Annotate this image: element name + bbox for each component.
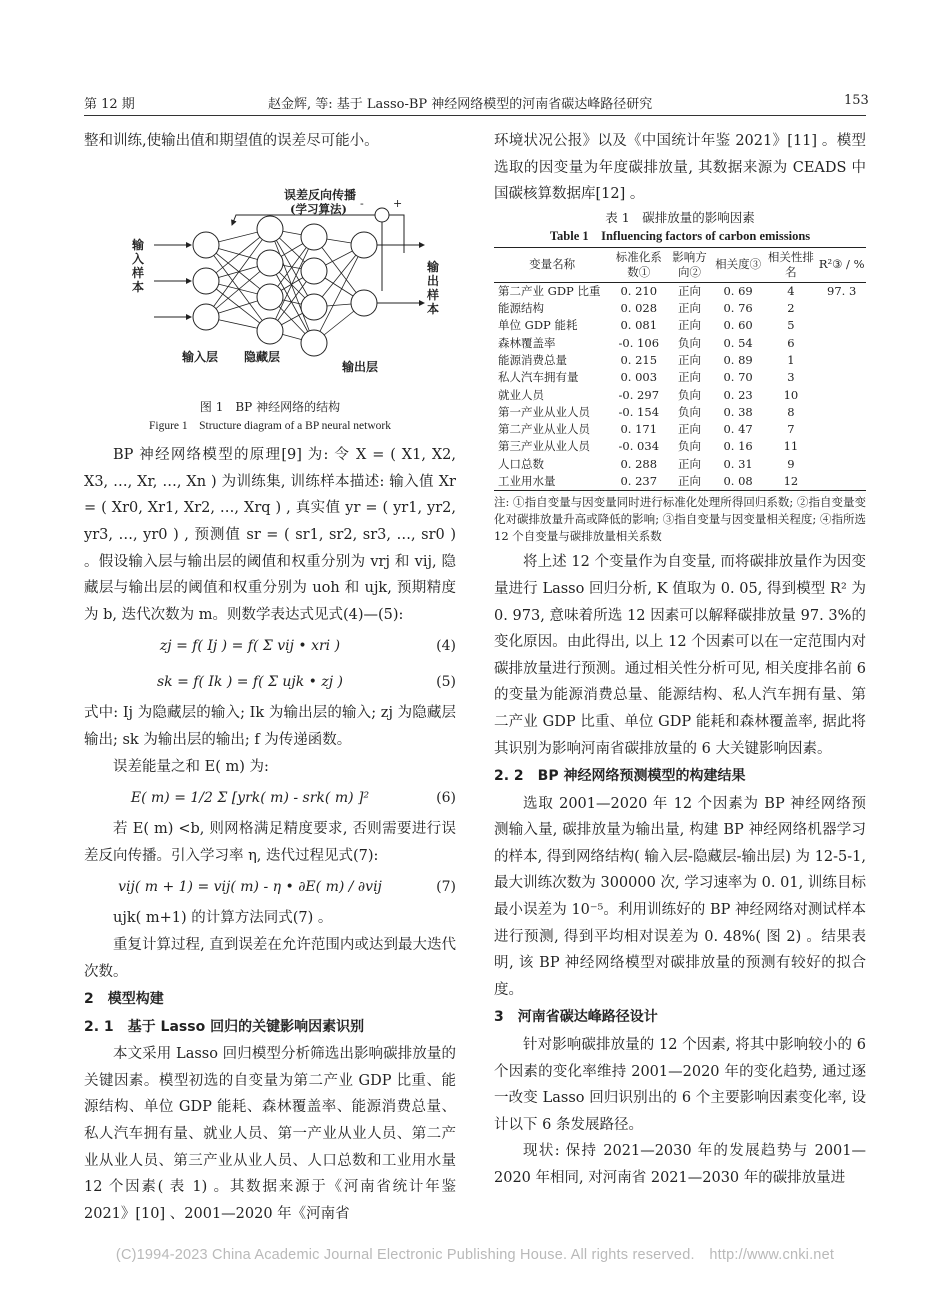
table-cell: 0. 215: [620, 352, 658, 367]
table-cell: 8: [787, 404, 795, 419]
table-row: [494, 352, 866, 369]
page-number: 153: [844, 93, 869, 108]
table-header-row: [494, 247, 866, 282]
paragraph: 整和训练,使输出值和期望值的误差尽可能小。: [84, 133, 379, 149]
table-cell: [817, 300, 866, 317]
table-cell: [817, 369, 866, 386]
table-cell: [817, 335, 866, 352]
table-cell: 9: [787, 456, 795, 471]
table-cell: 正向: [678, 370, 701, 385]
paragraph: 式中: Ij 为隐藏层的输入; Ik 为输出层的输入; zj 为隐藏层输出; sk 为输出层的输出; f 为传递函数。: [84, 705, 456, 748]
table-cell: 0. 47: [723, 422, 753, 437]
table-cell: 私人汽车拥有量: [498, 370, 579, 385]
table-cell: 10: [783, 387, 799, 402]
section-heading-2-1: 2. 1 基于 Lasso 回归的关键影响因素识别: [84, 1018, 365, 1035]
output-node: [351, 290, 377, 316]
equation-body: vij( m + 1) = vij( m) - η • ∂E( m) / ∂vij: [118, 879, 382, 896]
equation-7: [84, 869, 456, 905]
table-cell: 7: [787, 422, 795, 437]
table-cell: 0. 70: [723, 370, 753, 385]
equation-4: [84, 628, 456, 664]
table-cell: [817, 387, 866, 404]
table-cell: 正向: [678, 422, 701, 437]
table-cell: 就业人员: [498, 387, 544, 402]
table-cell: -0. 034: [618, 439, 660, 454]
column-header: 变量名称: [529, 257, 576, 272]
input-node: [193, 268, 219, 294]
table-cell: 0. 171: [620, 422, 658, 437]
table-cell: 正向: [678, 301, 701, 316]
table-cell: 0. 003: [620, 370, 658, 385]
table-cell: 6: [787, 335, 795, 350]
hidden-node: [301, 294, 327, 320]
column-header: 相关性排名: [767, 249, 814, 279]
hidden-node: [257, 318, 283, 344]
right-column: [494, 128, 866, 1192]
paragraph: 现状: 保持 2021—2030 年的发展趋势与 2001—2020 年相同, 对河南省 2021—2030 年的碳排放量进: [494, 1143, 866, 1186]
table-cell: [817, 352, 866, 369]
header-rule: [84, 115, 866, 116]
backprop-label: 误差反向传播: [284, 187, 357, 202]
input-node: [193, 304, 219, 330]
paragraph: 若 E( m) <b, 则网格满足精度要求, 否则需要进行误差反向传播。引入学习率 η, 迭代过程见式(7):: [84, 821, 456, 864]
table-cell: 5: [787, 318, 795, 333]
table-row: [494, 421, 866, 438]
table-cell: 0. 210: [620, 283, 658, 298]
table-cell: 0. 69: [723, 283, 753, 298]
table-cell: 0. 54: [723, 335, 753, 350]
output-node: [351, 232, 377, 258]
paragraph: 误差能量之和 E( m) 为:: [113, 758, 269, 775]
table-cell: 1: [787, 352, 795, 367]
hidden-layer-label: 隐藏层: [244, 349, 281, 364]
sum-junction-icon: [375, 208, 389, 222]
section-heading-2: 2 模型构建: [84, 991, 164, 1008]
hidden-node: [257, 250, 283, 276]
table-cell: 正向: [678, 474, 701, 489]
table-cell: [817, 438, 866, 455]
column-header: 相关度③: [715, 257, 762, 272]
table-cell: 能源结构: [498, 301, 544, 316]
table-cell: [817, 317, 866, 334]
table-cell: 0. 89: [723, 352, 753, 367]
table-cell: [817, 456, 866, 473]
table-cell: -0. 106: [618, 335, 660, 350]
table-cell: 正向: [678, 318, 701, 333]
paragraph: 环境状况公报》以及《中国统计年鉴 2021》[11] 。模型选取的因变量为年度碳排放量, 其数据来源为 CEADS 中国碳核算数据库[12] 。: [494, 133, 866, 203]
table-cell: 2: [787, 301, 795, 316]
output-sample-label: 输出样本: [427, 259, 440, 316]
table-cell: 0. 16: [723, 439, 753, 454]
equation-number: (5): [436, 674, 456, 691]
table-caption-en: Table 1 Influencing factors of carbon emissions: [549, 228, 811, 243]
table-row: [494, 473, 866, 491]
input-node: [193, 232, 219, 258]
copyright-footer: (C)1994-2023 China Academic Journal Electronic Publishing House. All rights reserved. http://www.cnki.net: [115, 1247, 835, 1263]
table-cell: 第二产业 GDP 比重: [498, 283, 601, 298]
column-header: R²③ / %: [818, 257, 865, 272]
table-cell: 97. 3: [827, 283, 857, 298]
table-row: [494, 404, 866, 421]
input-sample-label: 输入样本: [132, 237, 145, 294]
paragraph: 重复计算过程, 直到误差在允许范围内或达到最大迭代次数。: [84, 936, 456, 980]
table-cell: -0. 154: [618, 404, 660, 419]
table-cell: [817, 473, 866, 491]
equation-5: [84, 664, 456, 700]
table-cell: 0. 288: [620, 456, 658, 471]
table-cell: [817, 404, 866, 421]
table-cell: 第二产业从业人员: [498, 422, 590, 437]
table-cell: 3: [787, 370, 795, 385]
column-header: 影响方向②: [672, 249, 707, 279]
equation-6: [84, 780, 456, 816]
table-note: 注: ①指自变量与因变量同时进行标准化处理所得回归系数; ②指自变量变化对碳排放量升高或降低的影响; ③指自变量与因变量相关程度; ④指所选 12 个自变量与碳排放量相关系数: [494, 495, 866, 544]
table-cell: 第三产业从业人员: [498, 439, 590, 454]
equation-number: (7): [436, 879, 456, 896]
table-row: [494, 456, 866, 473]
table-cell: 负向: [678, 404, 701, 419]
section-heading-2-2: 2. 2 BP 神经网络预测模型的构建结果: [494, 768, 746, 785]
figure-caption-en: Figure 1 Structure diagram of a BP neural network: [149, 420, 391, 433]
input-layer-label: 输入层: [182, 349, 219, 364]
table-cell: 正向: [678, 283, 701, 298]
table-cell: 人口总数: [498, 456, 544, 471]
table-cell: 正向: [678, 352, 701, 367]
equation-body: sk = f( Ik ) = f( Σ ujk • zj ): [156, 674, 344, 691]
table-cell: 森林覆盖率: [498, 335, 556, 350]
table-cell: 4: [787, 283, 795, 298]
paragraph: 选取 2001—2020 年 12 个因素为 BP 神经网络预测输入量, 碳排放量为输出量, 构建 BP 神经网络机器学习的样本, 得到网络结构( 输入层-隐藏层-输出层) 为 12-5-1, 最大训练次数为 300000 次, 学习速率为 0. 01, 训练目标最小误差为 10⁻⁵。利用训练好的 BP 神经网络对测试样本进行预测, 得到平均相对误差为 0. 48%( 图 2) 。结果表明, 该 BP 神经网络模型对碳排放量的预测有较好的拟合度。: [494, 795, 866, 998]
feedback-line: [389, 215, 404, 253]
equation-body: E( m) = 1/2 Σ [yrk( m) - srk( m) ]²: [130, 789, 370, 806]
table-row: [494, 369, 866, 386]
table-cell: -0. 297: [618, 387, 660, 402]
table-cell: 第一产业从业人员: [498, 404, 590, 419]
backprop-arrow: [232, 215, 375, 225]
table-row: [494, 300, 866, 317]
paragraph: 本文采用 Lasso 回归模型分析筛选出影响碳排放量的关键因素。模型初选的自变量为第二产业 GDP 比重、能源结构、单位 GDP 能耗、森林覆盖率、能源消费总量、私人汽车拥有量、就业人员、第一产业从业人员、第二产业从业人员、第三产业从业人员、人口总数和工业用水量 12 个因素( 表 1) 。其数据来源于《河南省统计年鉴 2021》[10] 、2001—2020 年《河南省: [84, 1046, 456, 1222]
plus-sign: +: [393, 196, 403, 210]
equation-number: (6): [436, 789, 456, 806]
table-cell: 0. 76: [723, 301, 753, 316]
table-cell: 0. 028: [620, 301, 658, 316]
hidden-node: [257, 284, 283, 310]
table-caption-cn: 表 1 碳排放量的影响因素: [605, 209, 755, 225]
issue-number: 第 12 期: [84, 97, 135, 112]
left-column: [84, 128, 456, 1227]
hidden-node: [301, 224, 327, 250]
table-cell: 负向: [678, 439, 701, 454]
table-cell: 0. 237: [620, 474, 658, 489]
hidden-node: [257, 216, 283, 242]
table-row: [494, 387, 866, 404]
table-cell: 负向: [678, 387, 701, 402]
running-title: 赵金辉, 等: 基于 Lasso-BP 神经网络模型的河南省碳达峰路径研究: [268, 97, 653, 112]
table-cell: 负向: [678, 335, 701, 350]
table-cell: 11: [783, 439, 799, 454]
equation-number: (4): [436, 638, 456, 655]
table-cell: 正向: [678, 456, 701, 471]
table-row: [494, 317, 866, 334]
table-cell: 12: [783, 474, 799, 489]
column-header: 标准化系数①: [615, 249, 662, 279]
paragraph: ujk( m+1) 的计算方法同式(7) 。: [113, 910, 333, 927]
table-cell: 单位 GDP 能耗: [498, 318, 578, 333]
table-row: [494, 335, 866, 352]
table-cell: 0. 08: [723, 474, 753, 489]
backprop-sub-label: (学习算法): [290, 201, 347, 216]
paragraph: 将上述 12 个变量作为自变量, 而将碳排放量作为因变量进行 Lasso 回归分析, K 值取为 0. 05, 得到模型 R² 为 0. 973, 意味着所选 12 因素可以解释碳排放量 97. 3%的变化原因。由此得出, 以上 12 个因素可以在一定范围内对碳排放量进行预测。通过相关性分析可见, 相关度排名前 6 的变量为能源消费总量、能源结构、私人汽车拥有量、第二产业 GDP 比重、单位 GDP 能耗和森林覆盖率, 据此将其识别为影响河南省碳排放量的 6 大关键影响因素。: [494, 554, 866, 757]
table-cell: 工业用水量: [498, 474, 556, 489]
bp-network-figure: [84, 161, 456, 389]
table-cell: 0. 60: [723, 318, 753, 333]
hidden-node: [301, 330, 327, 356]
hidden-node: [301, 258, 327, 284]
paragraph: BP 神经网络模型的原理[9] 为: 令 X = ( X1, X2, X3, …, Xr, …, Xn ) 为训练集, 训练样本描述: 输入值 Xr = ( Xr0, Xr1, Xr2, …, Xrq ) , 真实值 yr = ( yr1, yr2, yr3, …, yr0 ) , 预测值 sr = ( sr1, sr2, sr3, …, sr0 ) 。假设输入层与输出层的阈值和权重分别为 vrj 和 vij, 隐藏层与输出层的阈值和权重分别为 uoh 和 ujk, 预期精度为 b, 迭代次数为 m。则数学表达式见式(4)—(5):: [84, 447, 456, 623]
minus-sign: -: [360, 196, 364, 210]
table-cell: 能源消费总量: [498, 352, 567, 367]
table-row: [494, 438, 866, 455]
figure-caption-cn: 图 1 BP 神经网络的结构: [199, 400, 341, 415]
table-cell: 0. 23: [723, 387, 753, 402]
table-cell: 0. 38: [723, 404, 753, 419]
paragraph: 针对影响碳排放量的 12 个因素, 将其中影响较小的 6 个因素的变化率维持 2001—2020 年的变化趋势, 通过逐一改变 Lasso 回归识别出的 6 个主要影响因素变化率, 设计以下 6 条发展路径。: [494, 1037, 866, 1133]
table-cell: [817, 421, 866, 438]
table-cell: 0. 31: [723, 456, 753, 471]
section-heading-3: 3 河南省碳达峰路径设计: [494, 1009, 658, 1026]
influencing-factors-table: [494, 247, 866, 492]
network-connections: [206, 229, 364, 343]
table-cell: 0. 081: [620, 318, 658, 333]
output-layer-label: 输出层: [342, 359, 379, 374]
equation-body: zj = f( Ij ) = f( Σ vij • xri ): [159, 638, 341, 655]
table-row: [494, 282, 866, 300]
